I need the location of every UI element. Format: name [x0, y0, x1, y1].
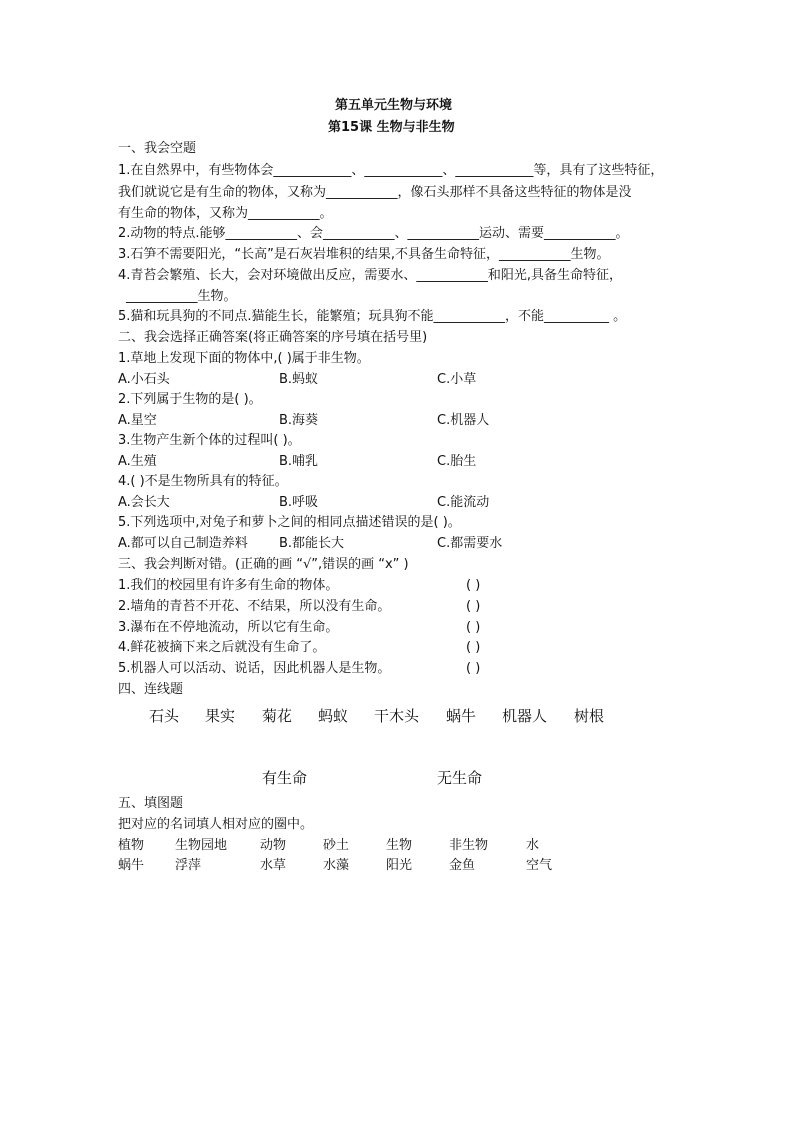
section-2-heading: 二、我会选择正确答案(将正确答案的序号填在括号里): [118, 330, 428, 345]
choice-3-option-a: A.生殖: [118, 454, 157, 469]
term-row1-3: 动物: [260, 838, 287, 853]
judge-item-3: 3.瀑布在不停地流动，所以它有生命。: [118, 620, 339, 635]
judge-bracket-3: ( ): [466, 620, 481, 635]
term-row1-7: 水: [526, 838, 540, 853]
term-row2-4: 水藻: [323, 858, 350, 873]
term-row2-2: 浮萍: [175, 858, 202, 873]
term-row2-7: 空气: [526, 858, 553, 873]
choice-question-2: 2.下列属于生物的是( )。: [118, 392, 262, 407]
judge-bracket-1: ( ): [466, 578, 481, 593]
term-row1-1: 植物: [118, 838, 145, 853]
choice-1-option-c: C.小草: [437, 372, 477, 387]
choice-3-option-c: C.胎生: [437, 454, 477, 469]
choice-4-option-a: A.会长大: [118, 495, 170, 510]
match-word-1: 石头: [149, 707, 180, 725]
term-row2-3: 水草: [260, 858, 287, 873]
choice-1-option-b: B.蚂蚁: [279, 372, 319, 387]
term-row1-6: 非生物: [449, 838, 489, 853]
lesson-subtitle: 第15课 生物与非生物: [328, 120, 455, 135]
fill-line-3: 有生命的物体，又称为___________。: [118, 206, 333, 221]
choice-question-4: 4.( )不是生物所具有的特征。: [118, 474, 288, 489]
match-target-living: 有生命: [262, 769, 308, 787]
match-word-4: 蚂蚁: [318, 707, 349, 725]
term-row2-1: 蜗牛: [118, 858, 145, 873]
judge-bracket-5: ( ): [466, 661, 481, 676]
fill-diagram-instruction: 把对应的名词填人相对应的圈中。: [118, 817, 314, 832]
match-word-8: 树根: [574, 707, 605, 725]
choice-5-option-b: B.都能长大: [279, 536, 345, 551]
choice-4-option-c: C.能流动: [437, 495, 490, 510]
term-row2-5: 阳光: [386, 858, 413, 873]
match-word-2: 果实: [205, 707, 236, 725]
choice-2-option-c: C.机器人: [437, 413, 490, 428]
term-row1-4: 砂土: [323, 838, 350, 853]
choice-5-option-c: C.都需要水: [437, 536, 503, 551]
judge-item-4: 4.鲜花被摘下来之后就没有生命了。: [118, 640, 326, 655]
choice-question-3: 3.生物产生新个体的过程叫( )。: [118, 433, 301, 448]
match-word-6: 蜗牛: [446, 707, 477, 725]
judge-bracket-4: ( ): [466, 640, 481, 655]
match-target-nonliving: 无生命: [437, 769, 483, 787]
section-1-heading: 一、我会空题: [118, 141, 197, 156]
section-3-heading: 三、我会判断对错。(正确的画 “√”,错误的画 “x” ): [118, 557, 409, 572]
match-word-5: 干木头: [374, 707, 420, 725]
fill-line-2: 我们就说它是有生命的物体，又称为___________，像石头那样不具备这些特征的物体是没: [118, 185, 632, 200]
choice-question-5: 5.下列选项中,对兔子和萝卜之间的相同点描述错误的是( )。: [118, 515, 461, 530]
fill-line-1: 1.在自然界中，有些物体会____________、____________、____________等，具有了这些特征，: [118, 163, 664, 178]
fill-line-8: 5.猫和玩具狗的不同点.猫能生长，能繁殖；玩具狗不能___________，不能__________ 。: [118, 309, 627, 324]
fill-line-4: 2.动物的特点.能够___________、会___________、___________运动、需要___________。: [118, 226, 629, 241]
fill-line-5: 3.石笋不需要阳光，“长高”是石灰岩堆积的结果,不具备生命特征，___________生物。: [118, 247, 610, 262]
match-word-7: 机器人: [502, 707, 548, 725]
term-row1-2: 生物园地: [175, 838, 228, 853]
judge-item-2: 2.墙角的青苔不开花、不结果，所以没有生命。: [118, 599, 391, 614]
term-row1-5: 生物: [386, 838, 413, 853]
choice-4-option-b: B.呼吸: [279, 495, 319, 510]
fill-line-7: ___________生物。: [126, 289, 237, 304]
term-row2-6: 金鱼: [449, 858, 476, 873]
choice-2-option-a: A.星空: [118, 413, 157, 428]
judge-bracket-2: ( ): [466, 599, 481, 614]
fill-line-6: 4.青苔会繁殖、长大，会对环境做出反应，需要水、___________和阳光,具备生命特征，: [118, 268, 623, 283]
page-title: 第五单元生物与环境: [335, 98, 453, 113]
choice-question-1: 1.草地上发现下面的物体中,( )属于非生物。: [118, 351, 370, 366]
choice-2-option-b: B.海葵: [279, 413, 319, 428]
match-word-3: 菊花: [262, 707, 293, 725]
choice-5-option-a: A.都可以自己制造养料: [118, 536, 248, 551]
section-4-heading: 四、连线题: [118, 682, 184, 697]
judge-item-1: 1.我们的校园里有许多有生命的物体。: [118, 578, 339, 593]
choice-1-option-a: A.小石头: [118, 372, 170, 387]
judge-item-5: 5.机器人可以活动、说话，因此机器人是生物。: [118, 661, 391, 676]
choice-3-option-b: B.哺乳: [279, 454, 319, 469]
section-5-heading: 五、填图题: [118, 796, 184, 811]
